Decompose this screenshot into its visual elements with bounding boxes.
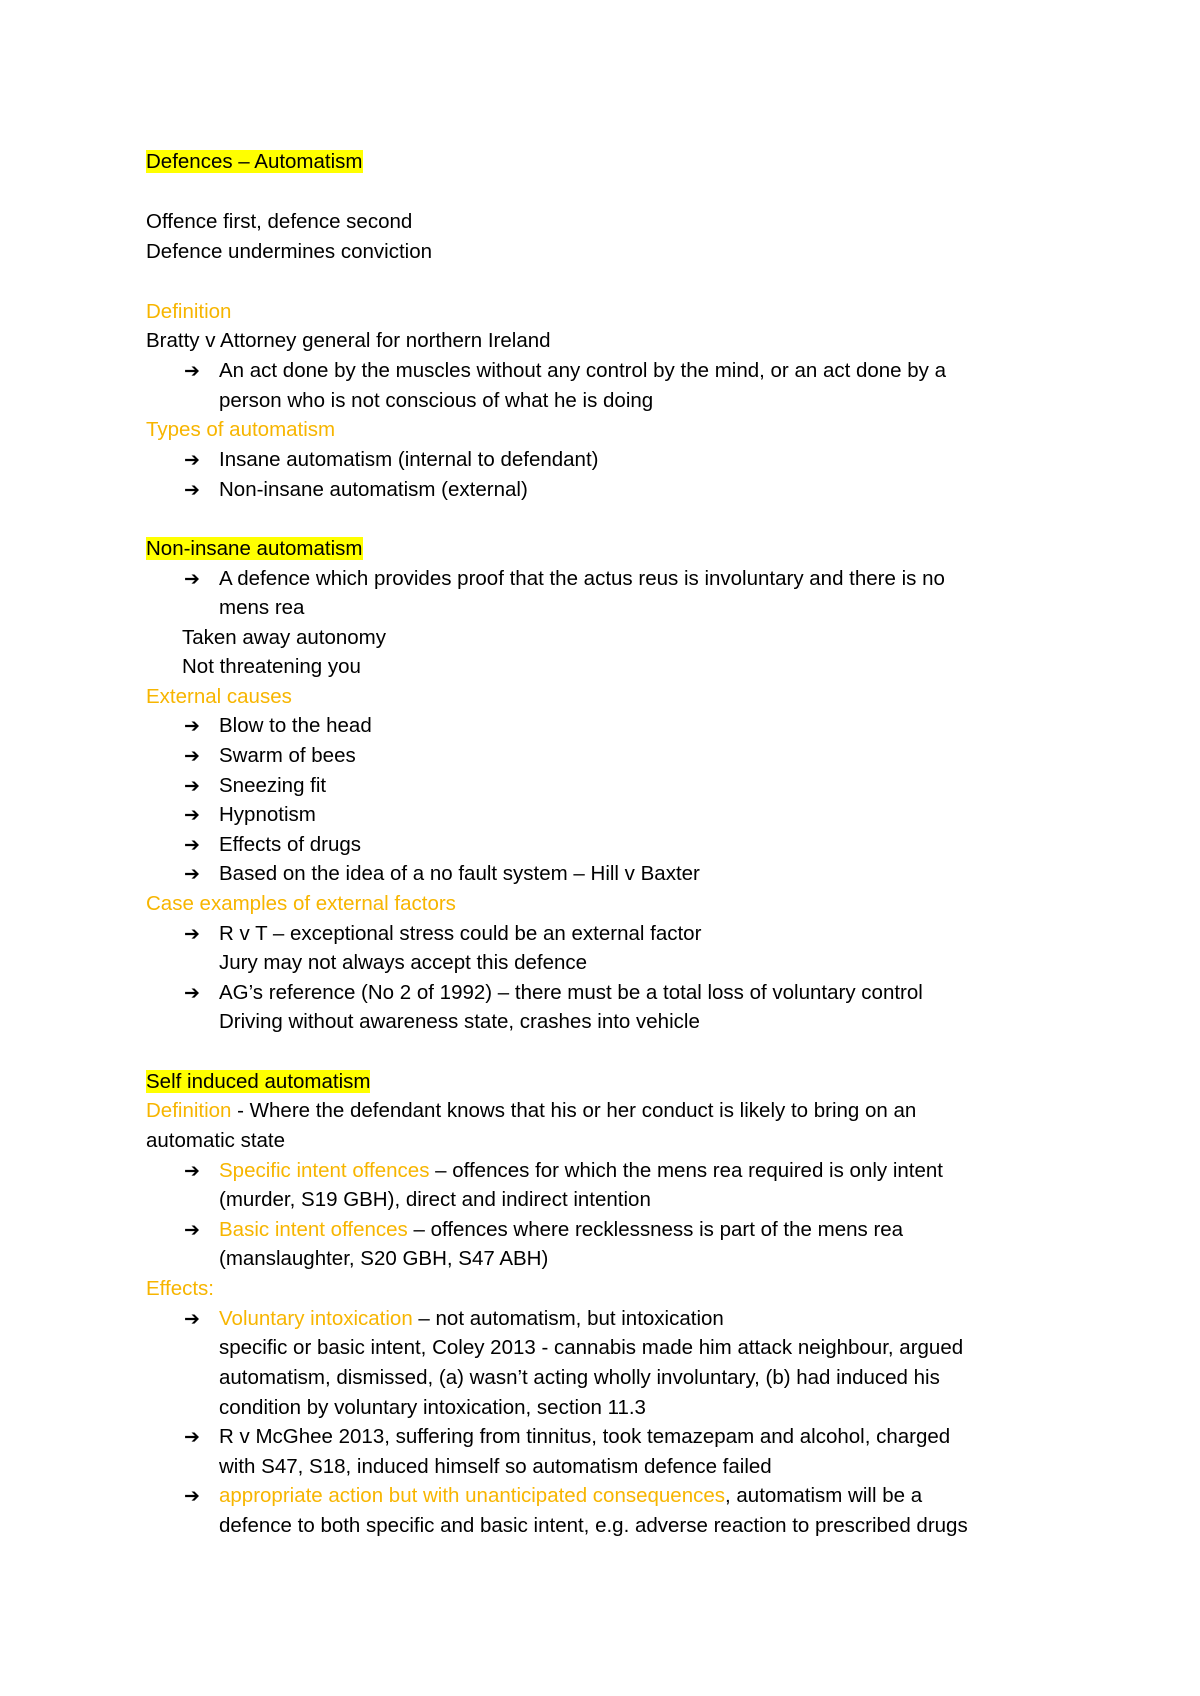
list-item: Blow to the head — [219, 714, 372, 737]
arrow-icon: ➔ — [184, 1426, 200, 1448]
list-item-continued: condition by voluntary intoxication, section 11.3 — [219, 1396, 646, 1419]
note-line: Taken away autonomy — [182, 626, 386, 649]
arrow-icon: ➔ — [184, 804, 200, 826]
arrow-icon: ➔ — [184, 923, 200, 945]
list-item: R v McGhee 2013, suffering from tinnitus, took temazepam and alcohol, charged — [219, 1425, 951, 1448]
arrow-icon: ➔ — [184, 834, 200, 856]
list-item-continued: automatism, dismissed, (a) wasn’t acting wholly involuntary, (b) had induced his — [219, 1366, 940, 1389]
list-item: Voluntary intoxication – not automatism, but intoxication — [219, 1307, 724, 1330]
note-line: Not threatening you — [182, 655, 361, 678]
list-item: Effects of drugs — [219, 833, 362, 856]
self-induced-definition-continued: automatic state — [146, 1129, 286, 1152]
list-item-continued: Driving without awareness state, crashes into vehicle — [219, 1010, 700, 1033]
list-item: A defence which provides proof that the actus reus is involuntary and there is no — [219, 567, 945, 590]
arrow-icon: ➔ — [184, 1219, 200, 1241]
list-item-continued: (murder, S19 GBH), direct and indirect intention — [219, 1188, 651, 1211]
arrow-icon: ➔ — [184, 775, 200, 797]
definition-heading: Definition — [146, 300, 232, 323]
list-item: AG’s reference (No 2 of 1992) – there must be a total loss of voluntary control — [219, 981, 923, 1004]
list-item-continued: with S47, S18, induced himself so automatism defence failed — [219, 1455, 772, 1478]
list-item-continued: mens rea — [219, 596, 305, 619]
effects-heading: Effects: — [146, 1277, 214, 1300]
list-item: Non-insane automatism (external) — [219, 478, 528, 501]
arrow-icon: ➔ — [184, 745, 200, 767]
list-item: Swarm of bees — [219, 744, 356, 767]
arrow-icon: ➔ — [184, 449, 200, 471]
list-item-continued: Jury may not always accept this defence — [219, 951, 588, 974]
arrow-icon: ➔ — [184, 1160, 200, 1182]
list-item: Based on the idea of a no fault system – Hill v Baxter — [219, 862, 700, 885]
list-item-continued: defence to both specific and basic intent, e.g. adverse reaction to prescribed drugs — [219, 1514, 968, 1537]
page-title: Defences – Automatism — [146, 150, 363, 173]
arrow-icon: ➔ — [184, 360, 200, 382]
section-heading-non-insane: Non-insane automatism — [146, 537, 363, 560]
case-examples-heading: Case examples of external factors — [146, 892, 456, 915]
arrow-icon: ➔ — [184, 715, 200, 737]
list-item: Sneezing fit — [219, 774, 327, 797]
bratty-quote: person who is not conscious of what he is doing — [219, 389, 654, 412]
external-heading: External causes — [146, 685, 292, 708]
bratty-quote: An act done by the muscles without any control by the mind, or an act done by a — [219, 359, 947, 382]
arrow-icon: ➔ — [184, 568, 200, 590]
intro-line: Defence undermines conviction — [146, 240, 433, 263]
arrow-icon: ➔ — [184, 479, 200, 501]
arrow-icon: ➔ — [184, 1308, 200, 1330]
list-item: Specific intent offences – offences for which the mens rea required is only intent — [219, 1159, 943, 1182]
list-item: Insane automatism (internal to defendant) — [219, 448, 599, 471]
list-item: Hypnotism — [219, 803, 316, 826]
list-item: R v T – exceptional stress could be an external factor — [219, 922, 702, 945]
list-item: appropriate action but with unanticipated consequences, automatism will be a — [219, 1484, 923, 1507]
list-item: Basic intent offences – offences where recklessness is part of the mens rea — [219, 1218, 904, 1241]
section-heading-self-induced: Self induced automatism — [146, 1070, 371, 1093]
list-item-continued: specific or basic intent, Coley 2013 - cannabis made him attack neighbour, argued — [219, 1336, 964, 1359]
types-heading: Types of automatism — [146, 418, 336, 441]
self-induced-definition: Definition - Where the defendant knows that his or her conduct is likely to bring on an — [146, 1099, 917, 1122]
bratty-case: Bratty v Attorney general for northern Ireland — [146, 329, 551, 352]
intro-line: Offence first, defence second — [146, 210, 413, 233]
arrow-icon: ➔ — [184, 982, 200, 1004]
arrow-icon: ➔ — [184, 1485, 200, 1507]
arrow-icon: ➔ — [184, 863, 200, 885]
list-item-continued: (manslaughter, S20 GBH, S47 ABH) — [219, 1247, 549, 1270]
